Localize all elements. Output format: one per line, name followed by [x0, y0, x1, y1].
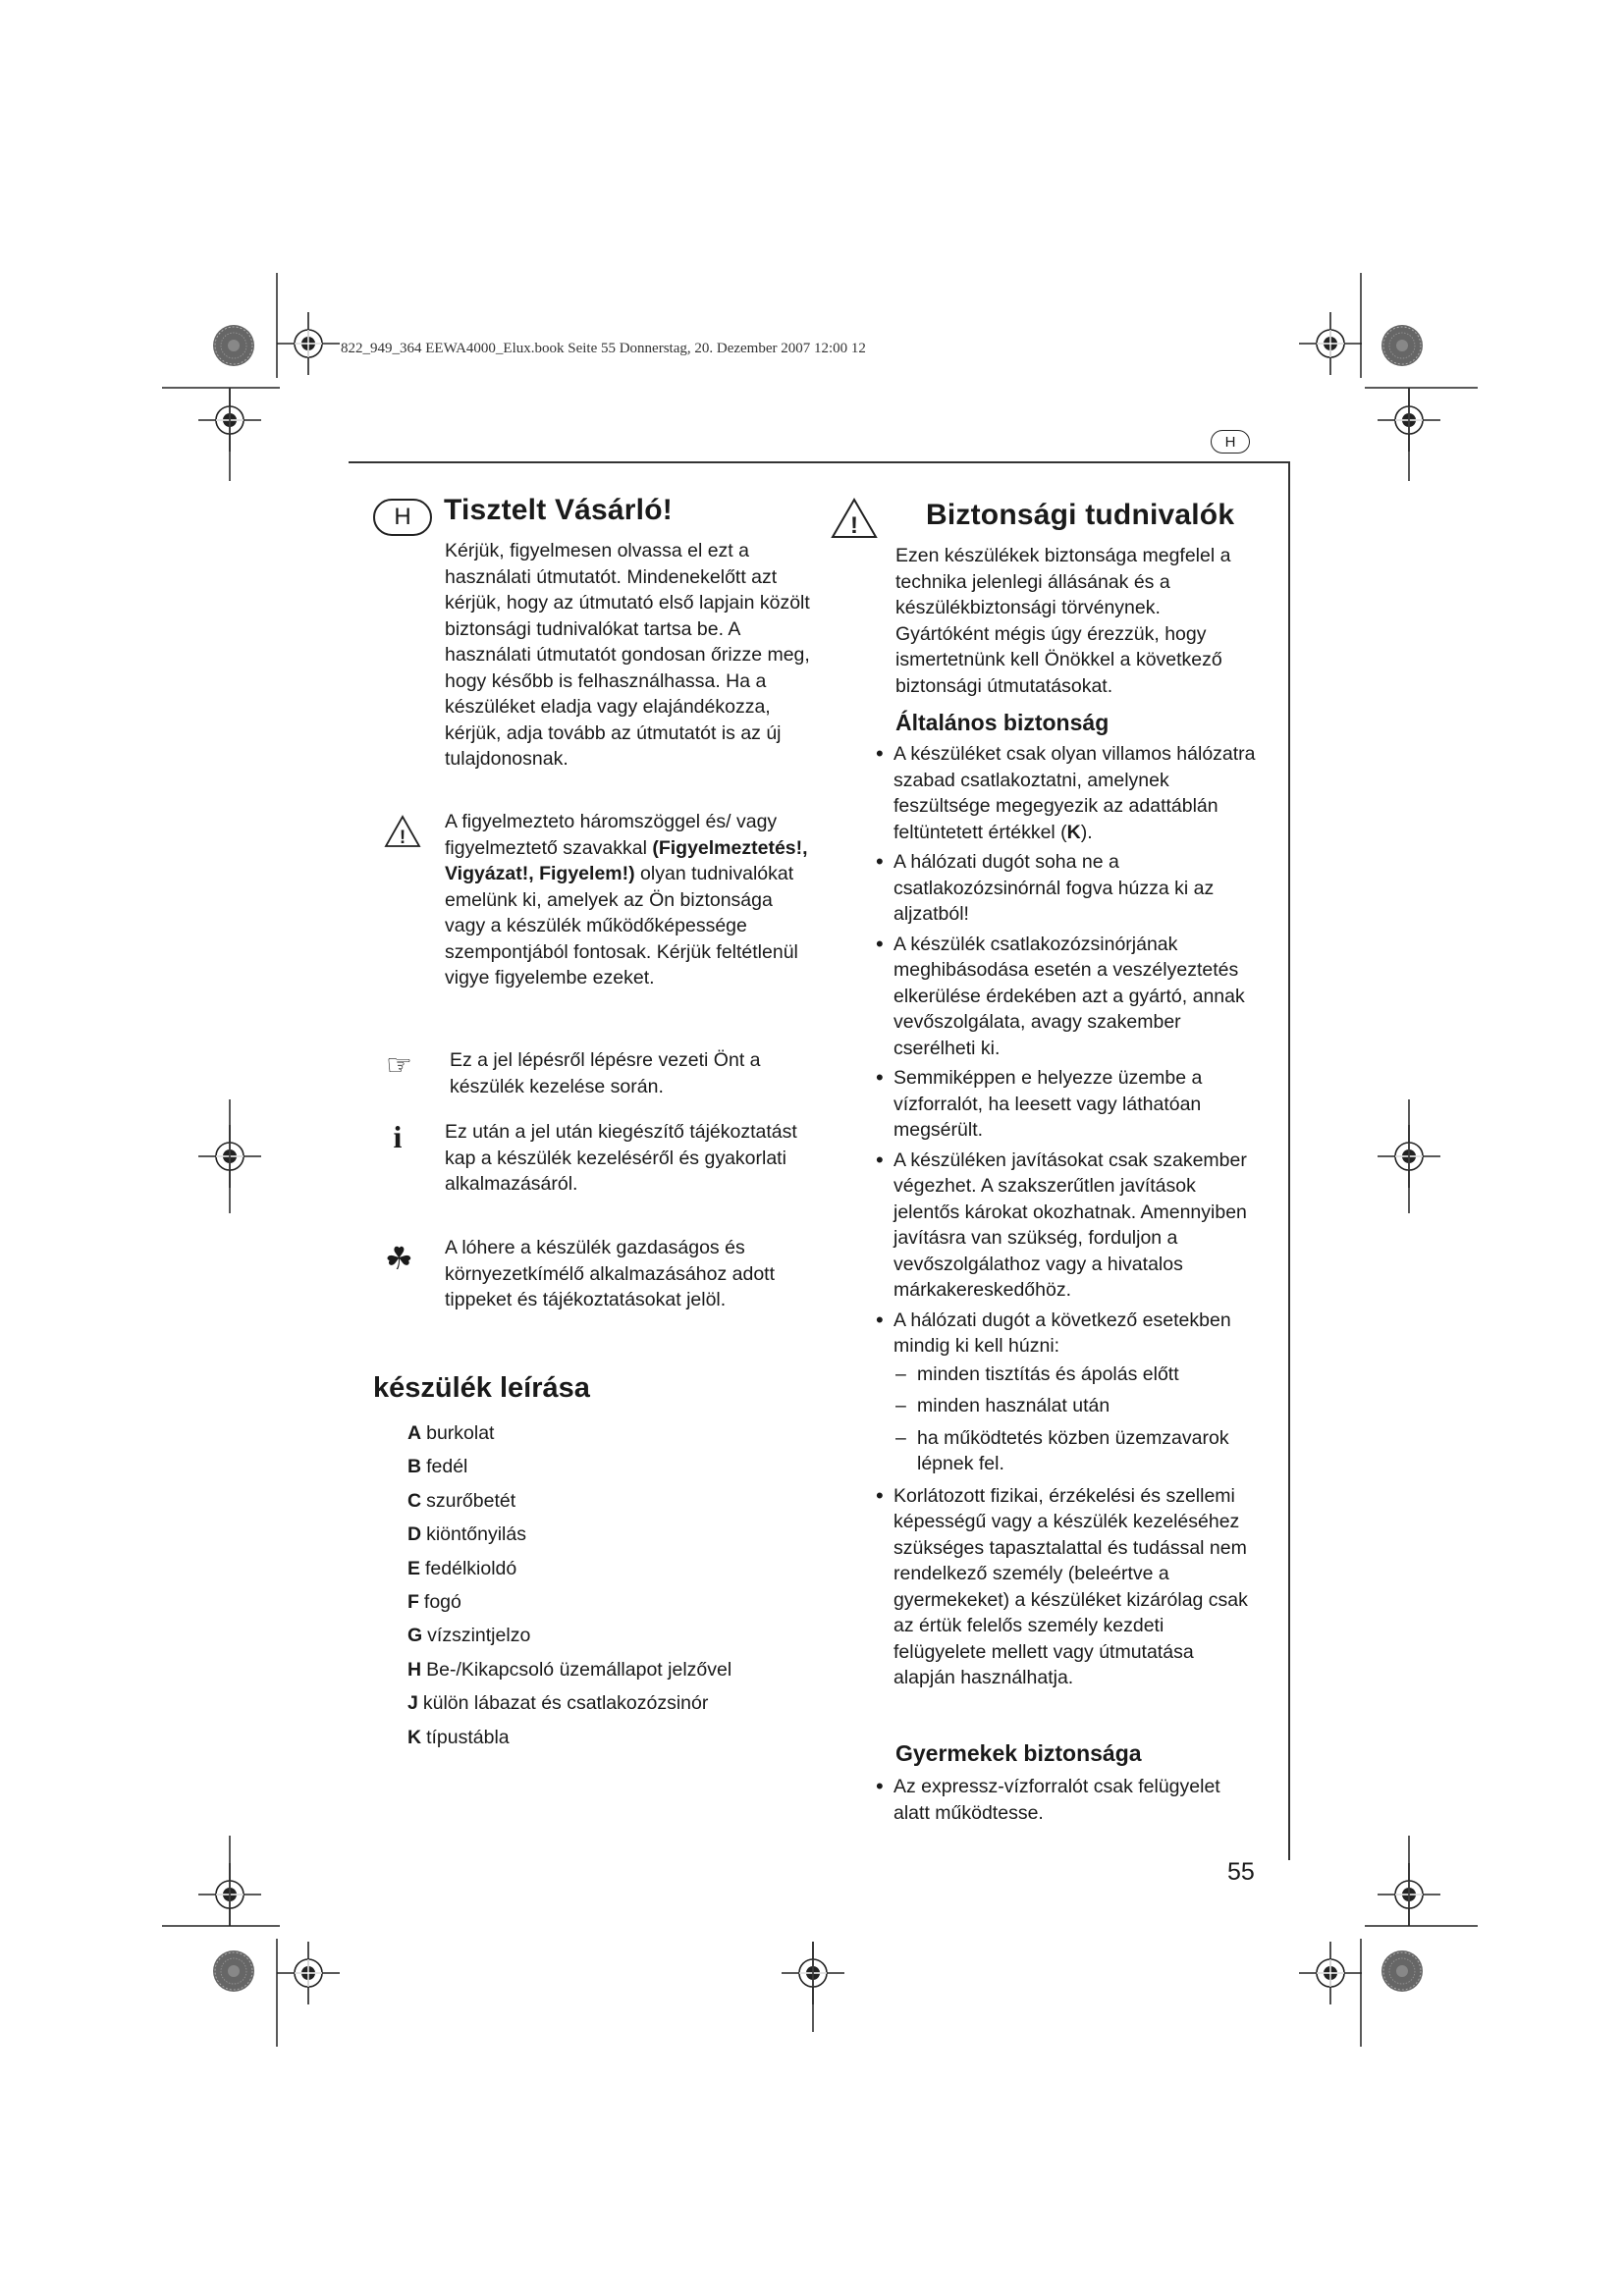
general-safety-list	[874, 741, 1259, 1695]
column-top-rule	[349, 461, 1289, 463]
list-item: • A hálózati dugót soha ne a csatlakozózsinórnál fogva húzza ki az aljzatból!	[874, 849, 1259, 928]
list-item: • A készüléket csak olyan villamos hálózatra szabad csatlakoztatni, amelynek feszültsége megegyezik az adattáblán feltüntetett értékkel (K).	[874, 741, 1259, 845]
safety-warning-icon	[830, 497, 879, 540]
parts-list	[407, 1416, 731, 1754]
list-item: F fogó	[407, 1591, 461, 1614]
children-safety-list	[874, 1774, 1259, 1830]
warning-note: A figyelmezteto háromszöggel és/ vagy figyelmeztető szavakkal (Figyelmeztetés!, Vigyázat!, Figyelem!) olyan tudnivalókat emelünk ki, amelyek az Ön biztonsága vagy a készülék működőképessége szempontjából fontosak. Kérjük feltétlenül vigye figyelembe ezeket.	[445, 811, 808, 988]
unplug-cases-list	[893, 1362, 1259, 1477]
language-h-badge: H	[373, 499, 432, 536]
greeting-title: Tisztelt Vásárló!	[444, 494, 673, 526]
list-item: K típustábla	[407, 1726, 510, 1748]
svg-text:!: !	[399, 828, 406, 848]
intro-paragraph: Kérjük, figyelmesen olvassa el ezt a használati útmutatót. Mindenekelőtt azt kérjük, hogy az útmutató első lapjain közölt biztonsági tudnivalókat tartsa be. A használati útmutatót gondosan őrizze meg, hogy később is felhasználhassa. Ha a készüléket eladja vagy elajándékozza, kérjük, adja tovább az útmutatót is az új tulajdonosnak.	[445, 540, 810, 770]
list-item: J külön lábazat és csatlakozózsinór	[407, 1692, 709, 1715]
svg-text:!: !	[850, 512, 858, 539]
list-item: • A készülék csatlakozózsinórjának meghibásodása esetén a veszélyeztetés elkerülése érdekében azt a gyártó, annak vevőszolgálata, avagy szakember cserélheti ki.	[874, 932, 1259, 1062]
page-number: 55	[1227, 1858, 1255, 1886]
list-item: B fedél	[407, 1456, 468, 1478]
column-right-rule	[1288, 461, 1290, 1860]
list-item: A burkolat	[407, 1422, 495, 1444]
info-note: Ez után a jel után kiegészítő tájékoztatást kap a készülék kezeléséről és gyakorlati alkalmazásáról.	[445, 1121, 797, 1195]
print-header: 822_949_364 EEWA4000_Elux.book Seite 55 Donnerstag, 20. Dezember 2007 12:00 12	[341, 341, 866, 356]
general-safety-title: Általános biztonság	[895, 710, 1110, 735]
list-item: D kiöntőnyilás	[407, 1523, 526, 1546]
safety-title: Biztonsági tudnivalók	[926, 499, 1235, 531]
list-item: C szurőbetét	[407, 1489, 516, 1512]
list-item: • Semmiképpen e helyezze üzembe a vízforralót, ha leesett vagy láthatóan megsérült.	[874, 1065, 1259, 1144]
device-description-title: készülék leírása	[373, 1372, 590, 1404]
list-item: • A hálózati dugót a következő esetekben mindig ki kell húzni: – minden tisztítás és ápolás előtt – minden használat után – ha működtetés közben üzemzavarok lépnek fel.	[874, 1308, 1259, 1477]
list-item: – minden használat után	[893, 1393, 1259, 1419]
language-badge: H	[1211, 430, 1250, 454]
list-item: • A készüléken javításokat csak szakember végezhet. A szakszerűtlen javítások jelentős károkat okozhatnak. Amennyiben javításra van szükség, forduljon a vevőszolgálathoz vagy a hivatalos márkakereskedőhöz.	[874, 1148, 1259, 1304]
list-item: • Az expressz-vízforralót csak felügyelet alatt működtesse.	[874, 1774, 1259, 1826]
list-item: – minden tisztítás és ápolás előtt	[893, 1362, 1259, 1388]
step-note: Ez a jel lépésről lépésre vezeti Önt a készülék kezelése során.	[450, 1049, 761, 1097]
pointing-hand-icon: ☞	[386, 1049, 412, 1082]
list-item: G vízszintjelzo	[407, 1625, 531, 1647]
safety-intro: Ezen készülékek biztonsága megfelel a technika jelenlegi állásának és a készülékbiztonsági törvénynek. Gyártóként mégis úgy érezzük, hogy ismertetnünk kell Önökkel a következő biztonsági útmutatásokat.	[895, 545, 1231, 697]
clover-note: A lóhere a készülék gazdaságos és környezetkímélő alkalmazásához adott tippeket és tájékoztatásokat jelöl.	[445, 1237, 776, 1310]
info-icon: i	[393, 1118, 403, 1154]
list-item: E fedélkioldó	[407, 1557, 517, 1579]
list-item: – ha működtetés közben üzemzavarok lépnek fel.	[893, 1425, 1259, 1477]
clover-icon: ☘	[385, 1241, 413, 1276]
warning-triangle-icon	[384, 815, 421, 848]
list-item: H Be-/Kikapcsoló üzemállapot jelzővel	[407, 1658, 732, 1681]
list-item: • Korlátozott fizikai, érzékelési és szellemi képességű vagy a készülék kezeléséhez szükséges tapasztalattal és tudással nem rendelkező személy (beleértve a gyermekeket) a készüléket kizárólag csak az értük felelős személy kezdeti felügyelete mellett vagy útmutatása alapján használhatja.	[874, 1483, 1259, 1691]
children-safety-title: Gyermekek biztonsága	[895, 1740, 1142, 1766]
